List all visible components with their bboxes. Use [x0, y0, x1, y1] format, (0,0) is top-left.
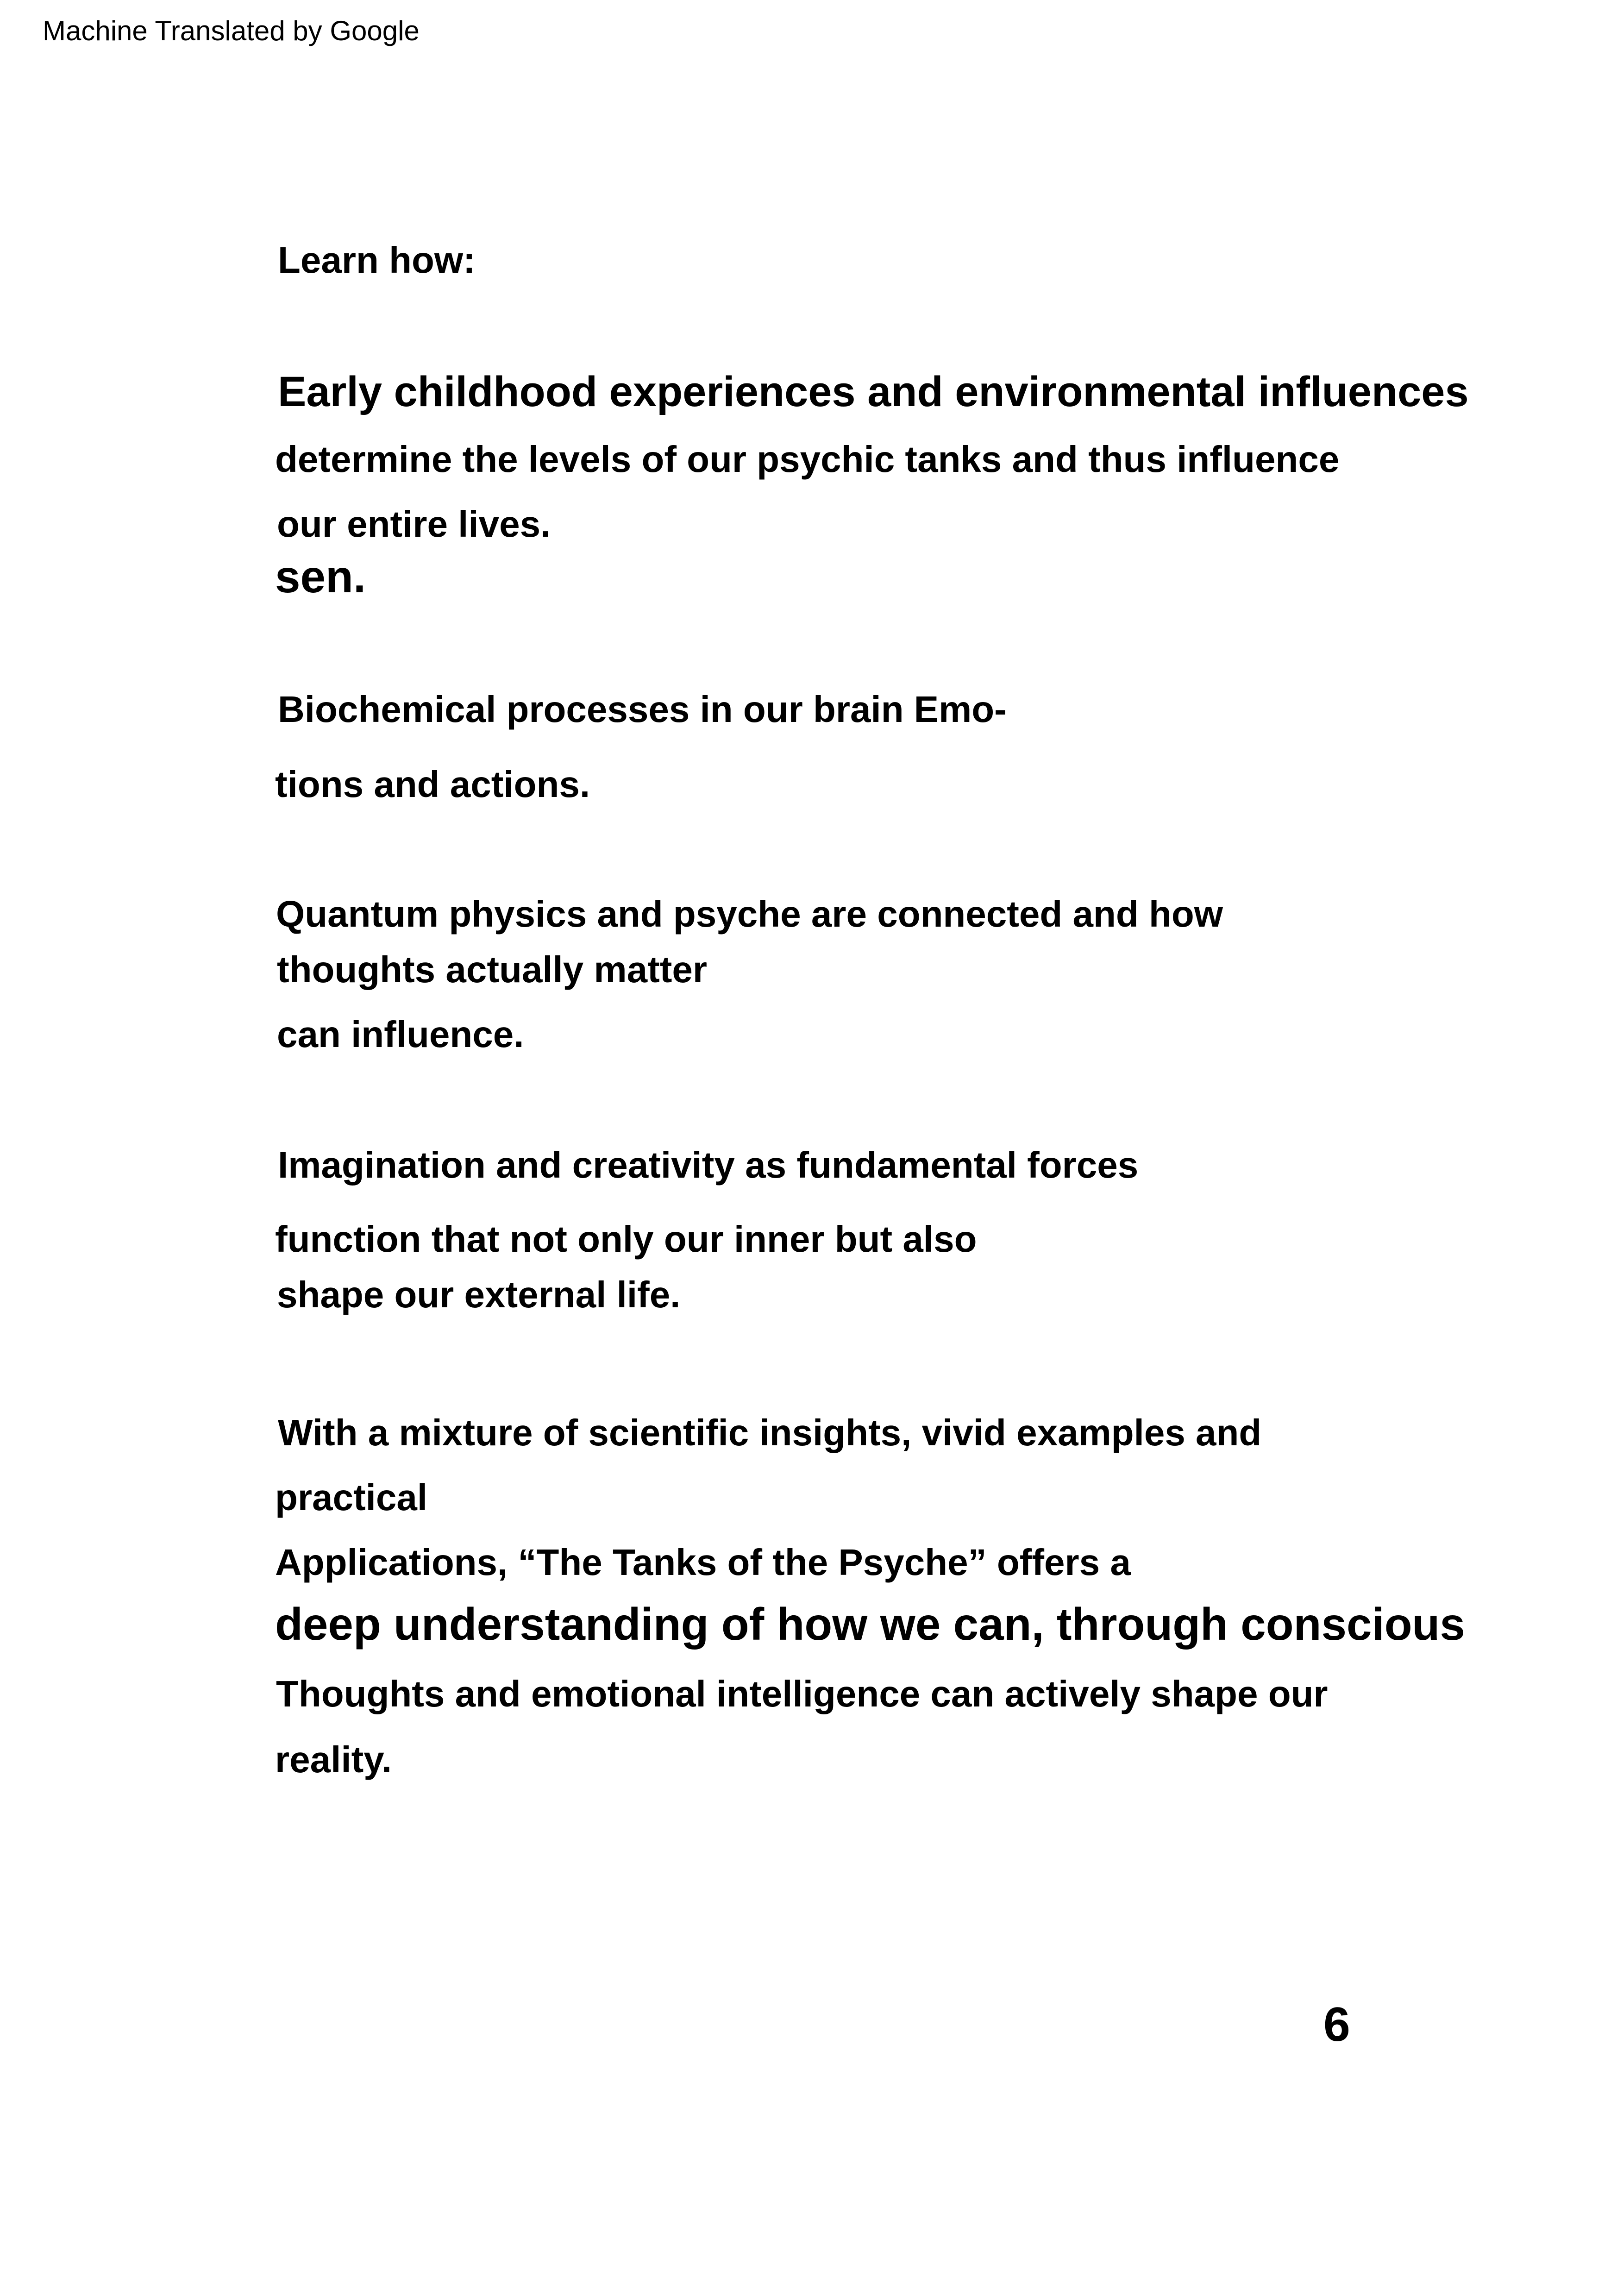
- block-1-line-4: sen.: [275, 551, 366, 602]
- block-3-line-1: Quantum physics and psyche are connected and how: [276, 893, 1223, 935]
- block-4-line-3: shape our external life.: [277, 1274, 681, 1315]
- block-5-line-5: Thoughts and emotional intelligence can actively shape our: [276, 1673, 1328, 1714]
- intro-heading: Learn how:: [278, 239, 476, 281]
- block-3-line-3: can influence.: [277, 1014, 524, 1055]
- page-number: 6: [1323, 1998, 1350, 2051]
- block-4-line-1: Imagination and creativity as fundamental forces: [278, 1144, 1139, 1186]
- block-1-line-1: Early childhood experiences and environmental influences: [278, 368, 1469, 415]
- block-5-line-2: practical: [275, 1477, 428, 1518]
- block-4-line-2: function that not only our inner but also: [275, 1218, 977, 1260]
- block-2-line-2: tions and actions.: [275, 764, 590, 805]
- block-5-line-1: With a mixture of scientific insights, vivid examples and: [278, 1412, 1262, 1453]
- block-5-line-4: deep understanding of how we can, through conscious: [275, 1599, 1465, 1650]
- block-1-line-2: determine the levels of our psychic tanks and thus influence: [275, 439, 1340, 480]
- block-1-line-3: our entire lives.: [277, 503, 551, 545]
- block-5-line-3: Applications, “The Tanks of the Psyche” offers a: [275, 1542, 1131, 1583]
- block-5-line-6: reality.: [275, 1739, 392, 1780]
- block-2-line-1: Biochemical processes in our brain Emo-: [278, 689, 1007, 730]
- machine-translation-banner: Machine Translated by Google: [43, 15, 420, 46]
- block-3-line-2: thoughts actually matter: [277, 949, 708, 990]
